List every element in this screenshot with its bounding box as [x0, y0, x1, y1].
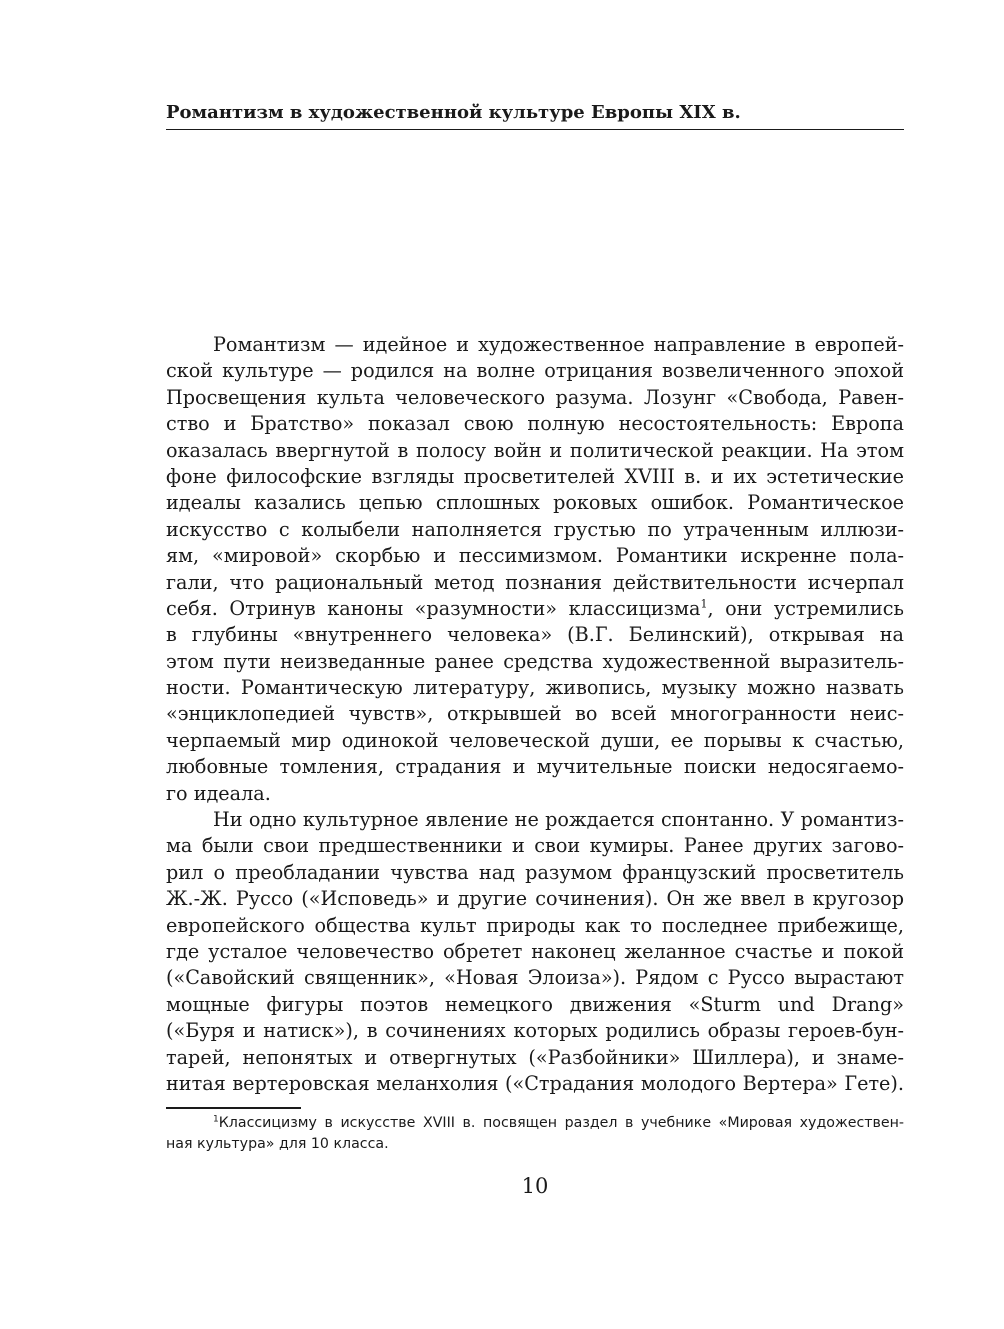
text-line: «энциклопедией чувств», открывшей во всей многогранности неис-	[166, 702, 904, 726]
text-line: ство и Братство» показал свою полную несостоятельность: Европа	[166, 412, 904, 436]
text-line: («Буря и натиск»), в сочинениях которых родились образы героев-бун-	[166, 1019, 904, 1043]
text-line: мощные фигуры поэтов немецкого движения «Sturm und Drang»	[166, 992, 904, 1016]
text-line: Романтизм — идейное и художественное направление в европей-	[213, 333, 904, 356]
page-number-value: 10	[521, 1174, 549, 1198]
header-rule	[166, 129, 904, 130]
text-line: любовные томления, страдания и мучительные поиски недосягаемо-	[166, 755, 904, 779]
footnote-rule	[166, 1107, 301, 1109]
text-line: ма были свои предшественники и свои кумиры. Ранее других загово-	[166, 834, 904, 858]
text-line: Ни одно культурное явление не рождается спонтанно. У романтиз-	[213, 808, 904, 832]
page-number	[0, 1172, 1004, 1200]
text-line: ности. Романтическую литературу, живопись, музыку можно назвать	[166, 676, 904, 700]
text-line: оказалась ввергнутой в полосу войн и политической реакции. На этом	[166, 438, 904, 462]
text-line: в глубины «внутреннего человека» (В.Г. Белинский), открывая на	[166, 623, 904, 647]
text-line: тарей, непонятых и отвергнутых («Разбойники» Шиллера), и знаме-	[166, 1045, 904, 1069]
text-line: Ж.-Ж. Руссо («Исповедь» и другие сочинения). Он же ввел в кругозор	[166, 887, 904, 911]
text-line: рил о преобладании чувства над разумом французский просветитель	[166, 860, 904, 884]
text-line: ской культуре — родился на волне отрицания возвеличенного эпохой	[166, 359, 904, 383]
text-line: нитая вертеровская меланхолия («Страдания молодого Вертера» Гете).	[166, 1071, 904, 1095]
footnote-number: 1	[213, 1114, 219, 1125]
footnote-line: ная культура» для 10 класса.	[166, 1136, 389, 1152]
text-line: («Савойский священник», «Новая Элоиза»). Рядом с Руссо вырастают	[166, 966, 904, 990]
text-line: где усталое человечество обретет наконец желанное счастье и покой	[166, 939, 904, 963]
footnote	[166, 1113, 904, 1155]
text-line: идеалы казались цепью сплошных роковых ошибок. Романтическое	[166, 491, 904, 515]
text-line: гали, что рациональный метод познания действительности исчерпал	[166, 570, 904, 594]
footnote-reference: 1	[700, 597, 708, 611]
text-line: Просвещения культа человеческого разума. Лозунг «Свобода, Равен-	[166, 385, 904, 409]
text-line: искусство с колыбели наполняется грустью по утраченным иллюзи-	[166, 517, 904, 541]
footnote-text: Классицизму в искусстве XVIII в. посвящен раздел в учебнике «Мировая художествен-	[218, 1115, 904, 1131]
text-segment: , они устремились	[707, 596, 904, 620]
text-line: фоне философские взгляды просветителей XVIII в. и их эстетические	[166, 464, 904, 488]
text-line: черпаемый мир одинокой человеческой души, ее порывы к счастью,	[166, 728, 904, 752]
text-line: этом пути неизведанные ранее средства художественной выразитель-	[166, 649, 904, 673]
body-text	[166, 332, 904, 1097]
text-line: го идеала.	[166, 781, 271, 805]
text-line-with-footnote-ref	[166, 596, 904, 622]
text-line: ям, «мировой» скорбью и пессимизмом. Романтики искренне пола-	[166, 544, 904, 568]
footnote-line	[166, 1113, 904, 1134]
text-segment: себя. Отринув каноны «разумности» классицизма	[166, 596, 701, 620]
text-line: европейского общества культ природы как то последнее прибежище,	[166, 913, 904, 937]
running-header: Романтизм в художественной культуре Европы XIX в.	[166, 102, 741, 123]
